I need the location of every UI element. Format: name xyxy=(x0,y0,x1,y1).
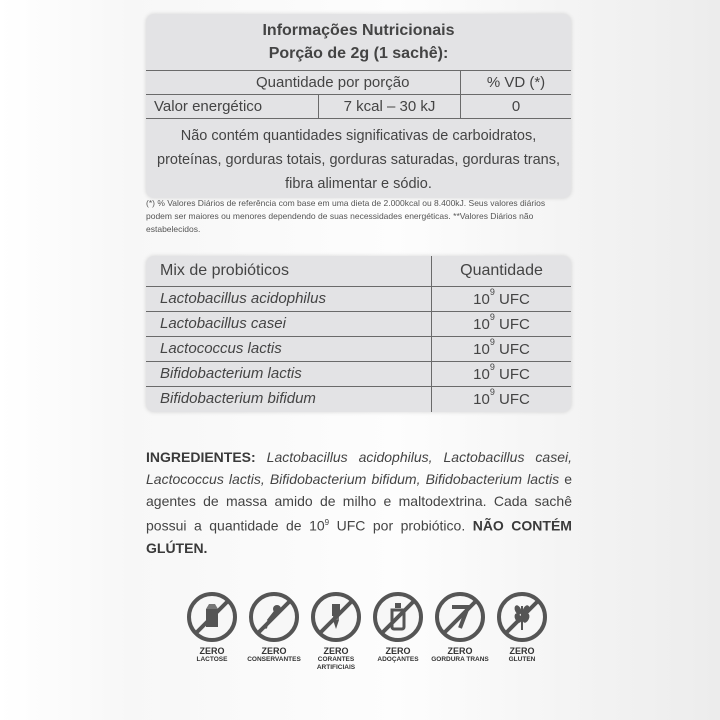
probiotic-name: Bifidobacterium bifidum xyxy=(160,390,316,407)
badge-zero-lactose: ZERO LACTOSE xyxy=(180,592,244,664)
ingredients-text: INGREDIENTES: Lactobacillus acidophilus, Lactobacillus casei, Lactococcus lactis, Bifidobacterium bifidum, Bifidobacterium lactis e agentes de massa amido de milho e maltodextrina. Cada sachê possui a quantidade de $10^9$ UFC por probiótico. NÃO CONTÉM GLÚTEN. xyxy=(146,449,572,556)
energy-label: Valor energético xyxy=(154,98,263,115)
probiotic-quantity: $10^9$ UFC xyxy=(473,387,530,408)
probiotic-quantity: $10^9$ UFC xyxy=(473,362,530,383)
badge-zero-conservantes: ZERO CONSERVANTES xyxy=(242,592,306,664)
divider xyxy=(146,118,571,119)
badge-zero-gordura-trans: ZERO GORDURA TRANS xyxy=(428,592,492,664)
milk-carton-icon xyxy=(187,592,237,642)
nutrition-table xyxy=(146,14,571,198)
portion-title: Porção de 2g (1 sachê): xyxy=(268,45,449,62)
header-quantity: Quantidade por porção xyxy=(256,74,410,91)
energy-vd: 0 xyxy=(511,98,521,115)
probiotic-quantity: $10^9$ UFC xyxy=(473,337,530,358)
divider xyxy=(146,311,571,312)
badge-zero-corantes: ZERO CORANTES ARTIFICIAIS xyxy=(304,592,368,672)
probiotic-name: Bifidobacterium lactis xyxy=(160,365,302,382)
gluten-warning: NÃO CONTÉM GLÚTEN. xyxy=(146,517,572,556)
probiotic-quantity: $10^9$ UFC xyxy=(473,312,530,333)
nutrition-title: Informações Nutricionais xyxy=(262,22,455,39)
divider xyxy=(146,94,571,95)
divider xyxy=(431,256,432,412)
probiotic-quantity: $10^9$ UFC xyxy=(473,287,530,308)
ingredients-label: INGREDIENTES: xyxy=(146,449,256,465)
sweetener-bottle-icon xyxy=(373,592,423,642)
divider xyxy=(146,70,571,71)
header-quantity: Quantidade xyxy=(460,262,543,279)
footnote: (*) % Valores Diários de referência com base em uma dieta de 2.000kcal ou 8.400kJ. Seus valores diários podem ser maiores ou menores dependendo de suas necessidades energéticas. **Valores Diários não estabelecidos. xyxy=(146,198,546,234)
divider xyxy=(146,336,571,337)
divider xyxy=(146,361,571,362)
paint-brush-icon xyxy=(311,592,361,642)
probiotics-table xyxy=(146,256,571,412)
header-vd: % VD (*) xyxy=(486,74,546,91)
trans-fat-icon xyxy=(435,592,485,642)
header-mix: Mix de probióticos xyxy=(160,262,289,279)
dropper-icon xyxy=(249,592,299,642)
probiotic-name: Lactobacillus acidophilus xyxy=(160,290,326,307)
probiotic-name: Lactobacillus casei xyxy=(160,315,286,332)
wheat-icon xyxy=(497,592,547,642)
divider xyxy=(146,386,571,387)
divider xyxy=(146,286,571,287)
badge-zero-gluten: ZERO GLUTEN xyxy=(490,592,554,664)
badge-zero-adocantes: ZERO ADOÇANTES xyxy=(366,592,430,664)
ingredients-species: Lactobacillus acidophilus, Lactobacillus casei, Lactococcus lactis, Bifidobacterium bifidum, Bifidobacterium lactis xyxy=(146,449,572,487)
zero-badges xyxy=(180,592,560,682)
probiotic-name: Lactococcus lactis xyxy=(160,340,282,357)
nutrition-note: Não contém quantidades significativas de carboidratos, proteínas, gorduras totais, gorduras saturadas, gorduras trans, fibra alimentar e sódio. xyxy=(157,128,560,192)
energy-value: 7 kcal – 30 kJ xyxy=(343,98,436,115)
